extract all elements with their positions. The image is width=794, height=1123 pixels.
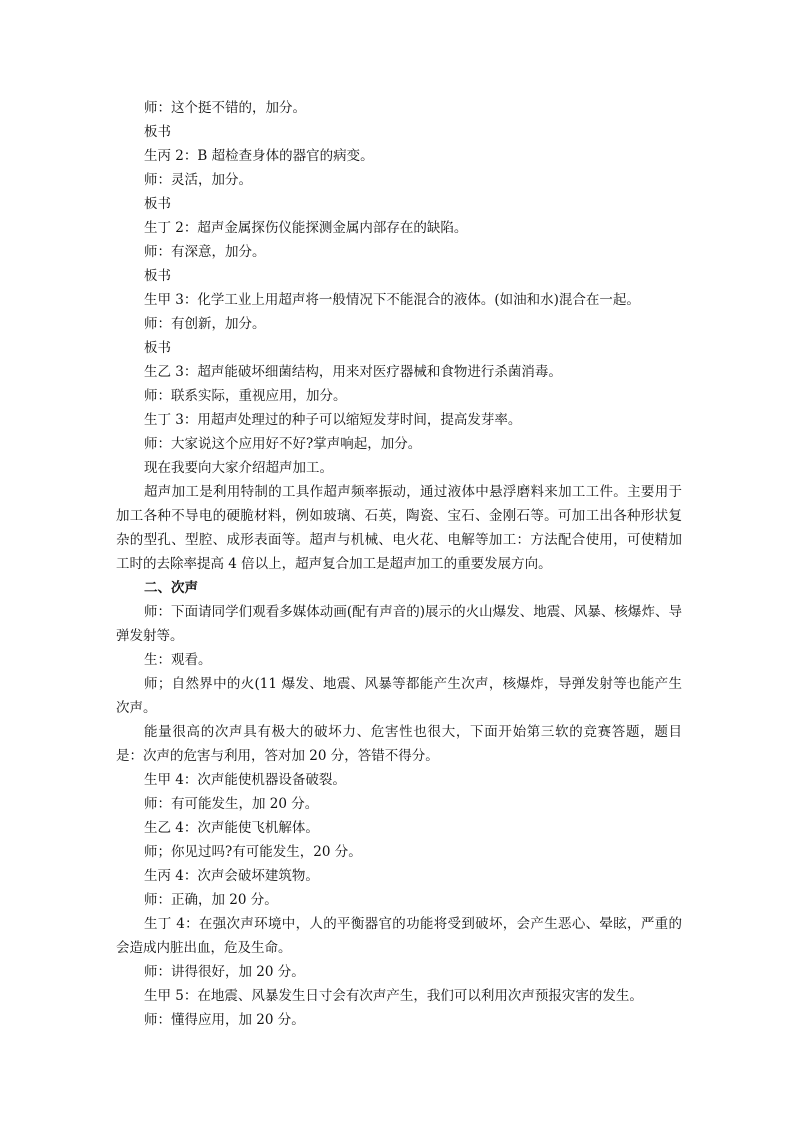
blackboard-note: 板书 (144, 340, 171, 356)
section-heading: 二、次声 (144, 580, 198, 596)
document-page (116, 96, 682, 1032)
blackboard-note: 板书 (144, 124, 171, 140)
blackboard-note: 板书 (144, 196, 171, 212)
dialogue-line: 师：有深意，加分。 (144, 244, 266, 260)
dialogue-line: 生乙 3：超声能破坏细菌结构，用来对医疗器械和食物进行杀菌消毒。 (144, 364, 562, 380)
paragraph-ultrasonic-machining: 超声加工是利用特制的工具作超声频率振动，通过液体中悬浮磨料来加工工件。主要用于加工各种不导电的硬脆材料，例如玻璃、石英，陶瓷、宝石、金刚石等。可加工出各种形状复杂的型孔、型腔、成形表面等。超声与机械、电火花、电解等加工：方法配合使用，可使精加工时的去除率提高 4 倍以上，超声复合加工是超声加工的重要发展方向。 (116, 484, 682, 572)
dialogue-line: 生丙 4：次声会破坏建筑物。 (144, 868, 319, 884)
dialogue-line: 师：灵活，加分。 (144, 172, 252, 188)
paragraph-teacher-nature: 师；自然界中的火(11 爆发、地震、风暴等都能产生次声，核爆炸，导弹发射等也能产生次声。 (116, 676, 682, 716)
dialogue-line: 师：正确，加 20 分。 (144, 892, 278, 908)
dialogue-line: 师：有可能发生，加 20 分。 (144, 796, 319, 812)
blackboard-note: 板书 (144, 268, 171, 284)
dialogue-line: 师：懂得应用，加 20 分。 (144, 1012, 305, 1028)
dialogue-line: 师：大家说这个应用好不好?掌声响起，加分。 (144, 436, 422, 452)
dialogue-line: 生甲 4：次声能使机器设备破裂。 (144, 772, 346, 788)
dialogue-line: 生：观看。 (144, 652, 212, 668)
dialogue-line: 现在我要向大家介绍超声加工。 (144, 460, 333, 476)
dialogue-line: 师；你见过吗?有可能发生，20 分。 (144, 844, 362, 860)
dialogue-line: 生丁 3：用超声处理过的种子可以缩短发芽时间，提高发芽率。 (144, 412, 522, 428)
paragraph-contest: 能量很高的次声具有极大的破坏力、危害性也很大，下面开始第三软的竞赛答题，题目是：次声的危害与利用，答对加 20 分，答错不得分。 (116, 724, 682, 764)
dialogue-line: 生丙 2：B 超检查身体的器官的病变。 (144, 148, 374, 164)
dialogue-line: 生乙 4：次声能使飞机解体。 (144, 820, 319, 836)
paragraph-student-ding4: 生丁 4：在强次声环境中，人的平衡器官的功能将受到破坏，会产生恶心、晕眩，严重的会造成内脏出血，危及生命。 (116, 916, 682, 956)
dialogue-line: 生甲 3：化学工业上用超声将一般情况下不能混合的液体。(如油和水)混合在一起。 (144, 292, 640, 308)
dialogue-line: 生丁 2：超声金属探伤仪能探测金属内部存在的缺陷。 (144, 220, 468, 236)
dialogue-line: 生甲 5：在地震、风暴发生日寸会有次声产生，我们可以利用次声预报灾害的发生。 (144, 988, 643, 1004)
dialogue-line: 师：这个挺不错的，加分。 (144, 100, 306, 116)
dialogue-line: 师：有创新，加分。 (144, 316, 266, 332)
dialogue-line: 师：讲得很好，加 20 分。 (144, 964, 305, 980)
dialogue-line: 师：联系实际，重视应用，加分。 (144, 388, 347, 404)
paragraph-teacher-intro: 师：下面请同学们观看多媒体动画(配有声音的)展示的火山爆发、地震、风暴、核爆炸、导弹发射等。 (116, 604, 682, 644)
